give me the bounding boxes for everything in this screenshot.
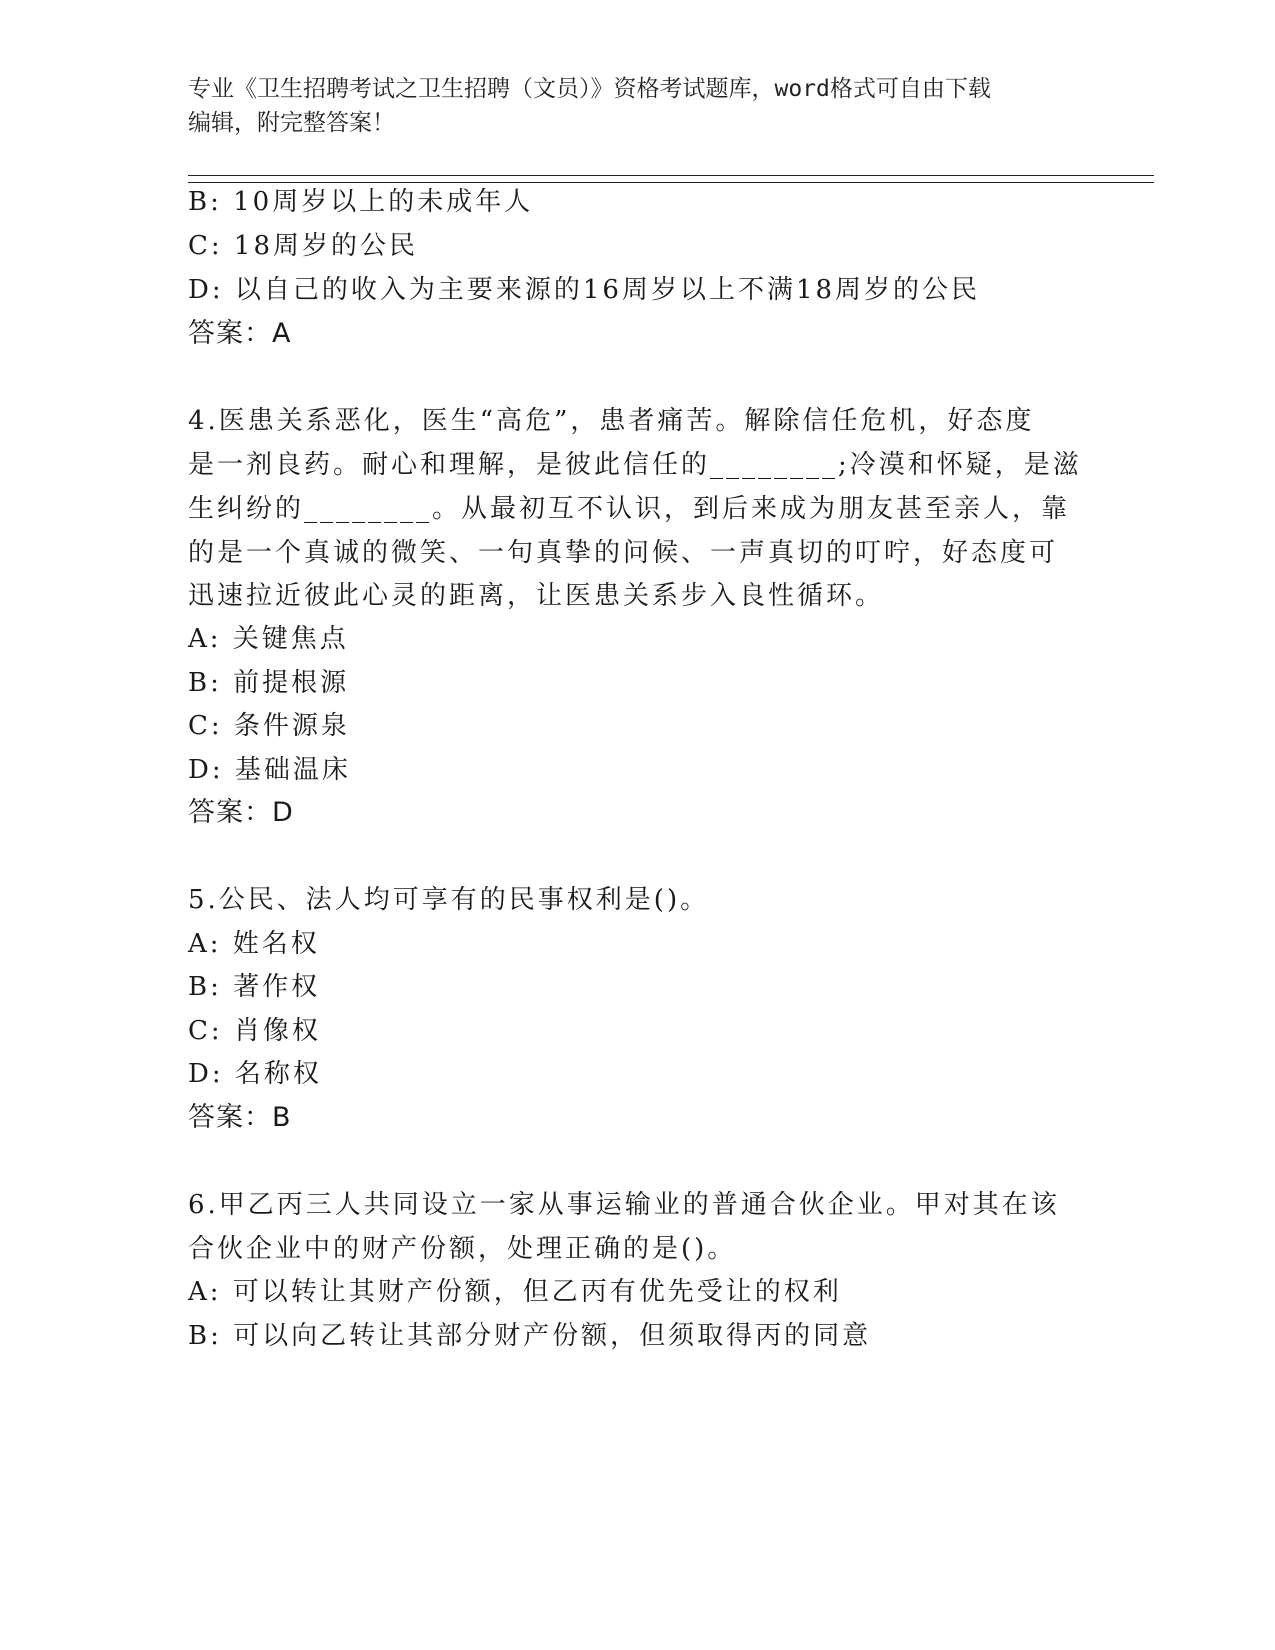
document-header bbox=[188, 72, 1068, 140]
q6-stem-line-2: 合伙企业中的财产份额，处理正确的是()。 bbox=[188, 1234, 737, 1264]
header-line-1: 专业《卫生招聘考试之卫生招聘（文员）》资格考试题库，word格式可自由下载 bbox=[188, 76, 991, 102]
q5-option-b: B: 著作权 bbox=[188, 972, 321, 1002]
q5-option-c: C: 肖像权 bbox=[188, 1016, 321, 1046]
q5-option-a: A: 姓名权 bbox=[188, 929, 320, 959]
q3-option-b: B: 10周岁以上的未成年人 bbox=[188, 187, 534, 217]
q5-stem-line-1: 5.公民、法人均可享有的民事权利是()。 bbox=[188, 885, 710, 915]
header-rule-top bbox=[188, 175, 1154, 176]
q4-stem-line-1: 4.医患关系恶化，医生“高危”，患者痛苦。解除信任危机，好态度 bbox=[188, 406, 1035, 436]
header-line-2: 编辑，附完整答案！ bbox=[188, 110, 395, 136]
header-rule-bottom bbox=[188, 182, 1154, 183]
q4-stem-line-3: 生纠纷的________。从最初互不认识，到后来成为朋友甚至亲人，靠 bbox=[188, 494, 1071, 524]
q4-stem-line-4: 的是一个真诚的微笑、一句真挚的问候、一声真切的叮咛，好态度可 bbox=[188, 538, 1059, 568]
q5-option-d: D: 名称权 bbox=[188, 1059, 322, 1089]
q4-option-d: D: 基础温床 bbox=[188, 755, 351, 785]
q3-answer: 答案：A bbox=[188, 318, 292, 349]
q6-stem-line-1: 6.甲乙丙三人共同设立一家从事运输业的普通合伙企业。甲对其在该 bbox=[188, 1190, 1060, 1220]
q4-option-a: A: 关键焦点 bbox=[188, 624, 349, 654]
q6-option-a: A: 可以转让其财产份额，但乙丙有优先受让的权利 bbox=[188, 1277, 842, 1307]
q4-stem-line-2: 是一剂良药。耐心和理解，是彼此信任的________;冷漠和怀疑，是滋 bbox=[188, 450, 1082, 480]
q4-option-c: C: 条件源泉 bbox=[188, 711, 350, 741]
q4-answer: 答案：D bbox=[188, 797, 294, 828]
q6-option-b: B: 可以向乙转让其部分财产份额，但须取得丙的同意 bbox=[188, 1321, 872, 1351]
q3-option-c: C: 18周岁的公民 bbox=[188, 231, 419, 261]
q3-option-d: D: 以自己的收入为主要来源的16周岁以上不满18周岁的公民 bbox=[188, 275, 981, 305]
q4-stem-line-5: 迅速拉近彼此心灵的距离，让医患关系步入良性循环。 bbox=[188, 581, 885, 611]
q5-answer: 答案：B bbox=[188, 1102, 292, 1133]
q4-option-b: B: 前提根源 bbox=[188, 668, 350, 698]
